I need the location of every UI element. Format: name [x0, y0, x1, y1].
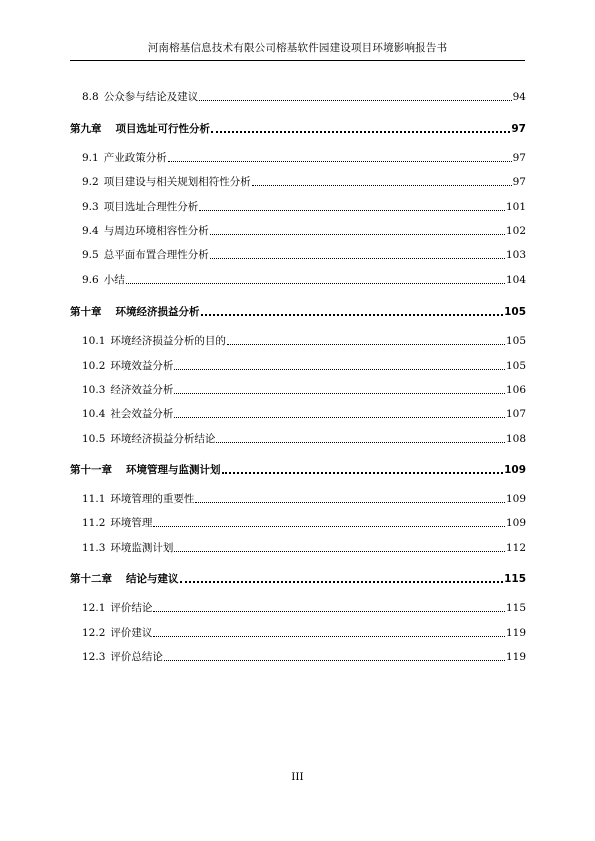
toc-entry-page: 109	[505, 493, 526, 505]
toc-section-entry[interactable]	[70, 492, 526, 506]
toc-entry-page: 115	[504, 573, 526, 585]
toc-entry-title: 项目选址可行性分析	[115, 123, 210, 135]
toc-entry-title: 环境效益分析	[110, 360, 174, 372]
toc-section-entry[interactable]	[70, 432, 526, 446]
header-divider	[70, 60, 525, 61]
toc-section-entry[interactable]	[70, 175, 526, 189]
toc-entry-number: 9.1	[82, 152, 99, 164]
toc-entry-title: 环境经济损益分析	[115, 306, 200, 318]
toc-entry-page: 104	[505, 274, 526, 286]
toc-section-entry[interactable]	[70, 273, 526, 287]
toc-entry-page: 94	[512, 91, 526, 103]
toc-entry-number: 10.5	[82, 433, 106, 445]
toc-dot-leader	[199, 210, 505, 211]
toc-entry-number: 11.1	[82, 493, 106, 505]
toc-entry-number: 9.6	[82, 274, 99, 286]
toc-entry-number: 第九章	[70, 123, 102, 135]
toc-dot-leader	[153, 526, 505, 527]
toc-entry-number: 8.8	[82, 91, 99, 103]
toc-entry-title: 总平面布置合理性分析	[103, 249, 209, 261]
toc-dot-leader	[180, 581, 504, 583]
toc-entry-title: 环境管理	[110, 517, 153, 529]
toc-dot-leader	[211, 131, 510, 133]
toc-entry-number: 12.2	[82, 627, 106, 639]
toc-dot-leader	[195, 502, 505, 503]
toc-entry-title: 环境管理的重要性	[110, 493, 195, 505]
toc-entry-number: 10.4	[82, 408, 106, 420]
toc-chapter-entry[interactable]	[70, 305, 526, 319]
toc-section-entry[interactable]	[70, 383, 526, 397]
toc-entry-title: 评价结论	[110, 602, 153, 614]
toc-entry-title: 环境管理与监测计划	[126, 464, 221, 476]
toc-entry-title: 社会效益分析	[110, 408, 174, 420]
toc-entry-number: 第十二章	[70, 573, 112, 585]
toc-section-entry[interactable]	[70, 516, 526, 530]
toc-section-entry[interactable]	[70, 359, 526, 373]
toc-entry-number: 10.1	[82, 335, 106, 347]
toc-section-entry[interactable]	[70, 224, 526, 238]
toc-dot-leader	[210, 234, 505, 235]
toc-chapter-entry[interactable]	[70, 572, 526, 586]
toc-dot-leader	[174, 393, 505, 394]
toc-section-entry[interactable]	[70, 248, 526, 262]
toc-entry-page: 109	[504, 464, 526, 476]
toc-entry-page: 102	[505, 225, 526, 237]
toc-entry-number: 9.2	[82, 176, 99, 188]
toc-section-entry[interactable]	[70, 650, 526, 664]
toc-section-entry[interactable]	[70, 541, 526, 555]
toc-entry-title: 结论与建议	[126, 573, 179, 585]
toc-entry-number: 9.3	[82, 201, 99, 213]
toc-dot-leader	[164, 660, 505, 661]
toc-section-entry[interactable]	[70, 151, 526, 165]
toc-entry-page: 106	[505, 384, 526, 396]
toc-entry-number: 11.2	[82, 517, 106, 529]
toc-dot-leader	[216, 442, 505, 443]
toc-entry-number: 9.4	[82, 225, 99, 237]
toc-entry-number: 第十章	[70, 306, 102, 318]
toc-entry-page: 109	[505, 517, 526, 529]
toc-dot-leader	[153, 636, 505, 637]
toc-entry-page: 119	[505, 651, 526, 663]
toc-entry-number: 9.5	[82, 249, 99, 261]
toc-entry-title: 环境经济损益分析结论	[110, 433, 216, 445]
toc-dot-leader	[126, 283, 505, 284]
toc-entry-number: 10.2	[82, 360, 106, 372]
toc-chapter-entry[interactable]	[70, 463, 526, 477]
toc-dot-leader	[174, 551, 505, 552]
toc-entry-title: 评价总结论	[110, 651, 163, 663]
toc-dot-leader	[252, 185, 512, 186]
toc-entry-number: 10.3	[82, 384, 106, 396]
toc-section-entry[interactable]	[70, 407, 526, 421]
toc-entry-page: 105	[504, 306, 526, 318]
toc-entry-page: 103	[505, 249, 526, 261]
page-number: III	[291, 771, 304, 783]
toc-chapter-entry[interactable]	[70, 122, 526, 136]
toc-entry-page: 107	[505, 408, 526, 420]
toc-dot-leader	[222, 472, 504, 474]
toc-entry-page: 112	[505, 542, 526, 554]
toc-section-entry[interactable]	[70, 601, 526, 615]
toc-dot-leader	[168, 161, 512, 162]
toc-entry-title: 环境监测计划	[110, 542, 174, 554]
toc-dot-leader	[199, 100, 511, 101]
toc-section-entry[interactable]	[70, 626, 526, 640]
toc-entry-page: 97	[511, 123, 526, 135]
toc-entry-title: 项目选址合理性分析	[103, 201, 199, 213]
toc-entry-title: 经济效益分析	[110, 384, 174, 396]
toc-entry-number: 12.3	[82, 651, 106, 663]
toc-entry-title: 与周边环境相容性分析	[103, 225, 209, 237]
toc-dot-leader	[227, 344, 505, 345]
toc-entry-title: 评价建议	[110, 627, 153, 639]
toc-entry-title: 环境经济损益分析的目的	[110, 335, 226, 347]
toc-entry-title: 项目建设与相关规划相符性分析	[103, 176, 251, 188]
toc-dot-leader	[210, 258, 505, 259]
toc-dot-leader	[174, 417, 505, 418]
toc-entry-page: 97	[512, 152, 526, 164]
toc-dot-leader	[201, 314, 504, 316]
toc-entry-page: 101	[505, 201, 526, 213]
toc-section-entry[interactable]	[70, 90, 526, 104]
toc-dot-leader	[153, 611, 505, 612]
toc-dot-leader	[174, 369, 505, 370]
toc-entry-number: 11.3	[82, 542, 106, 554]
toc-entry-title: 公众参与结论及建议	[103, 91, 199, 103]
toc-section-entry[interactable]	[70, 334, 526, 348]
toc-entry-page: 105	[505, 335, 526, 347]
toc-entry-page: 119	[505, 627, 526, 639]
toc-entry-number: 第十一章	[70, 464, 112, 476]
toc-entry-title: 小结	[103, 274, 125, 286]
toc-entry-page: 108	[505, 433, 526, 445]
toc-section-entry[interactable]	[70, 200, 526, 214]
toc-entry-page: 115	[505, 602, 526, 614]
toc-entry-page: 105	[505, 360, 526, 372]
toc-entry-page: 97	[512, 176, 526, 188]
toc-entry-number: 12.1	[82, 602, 106, 614]
document-header-title: 河南榕基信息技术有限公司榕基软件园建设项目环境影响报告书	[147, 42, 448, 54]
toc-entry-title: 产业政策分析	[103, 152, 167, 164]
